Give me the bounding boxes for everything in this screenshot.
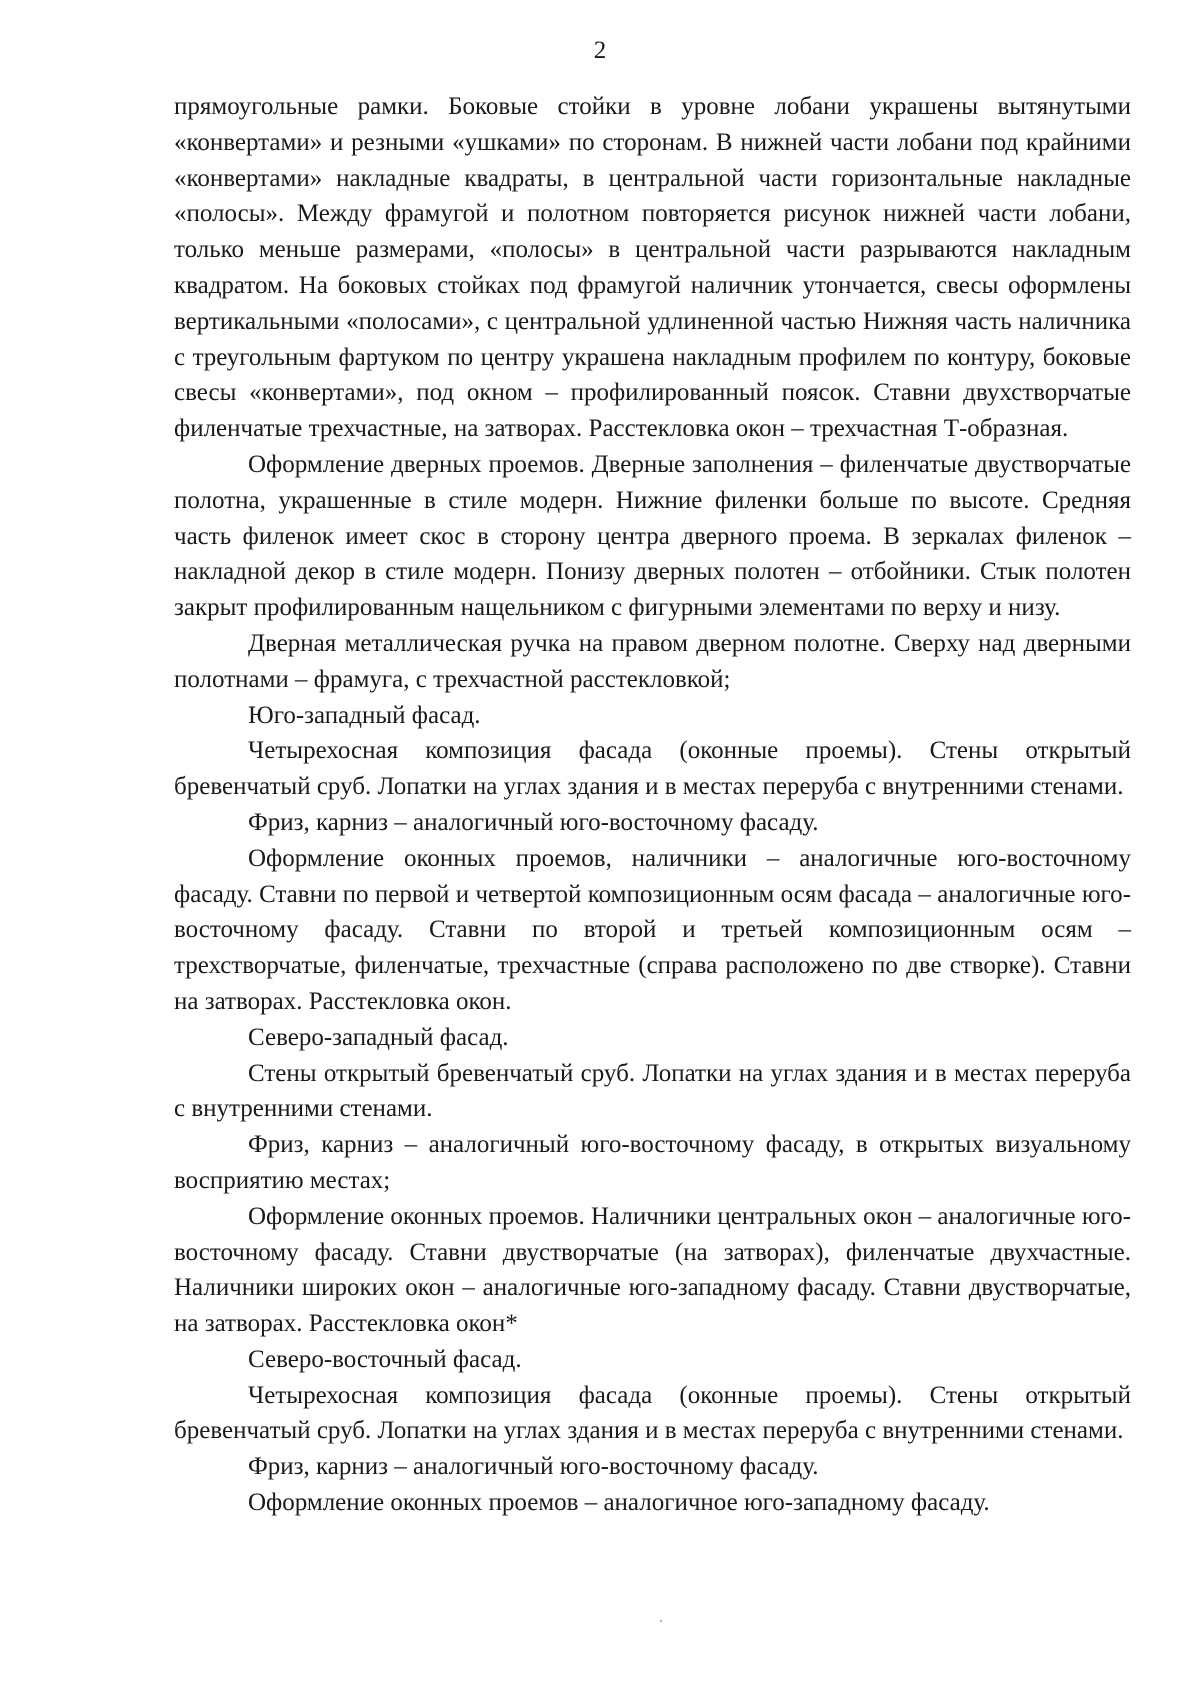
paragraph-northwest-windows: Оформление оконных проемов. Наличники центральных окон – аналогичные юго-восточному фасаду. Ставни двустворчатые (на затворах), филенчатые двухчастные. Наличники широких окон – аналогичные юго-западному фасаду. Ставни двустворчатые, на затворах. Расстекловка окон* [174, 1202, 1131, 1338]
paragraph-northeast-composition: Четырехосная композиция фасада (оконные проемы). Стены открытый бревенчатый сруб. Лопатки на углах здания и в местах переруба с внутренними стенами. [174, 1381, 1131, 1445]
heading-southwest-facade: Юго-западный фасад. [248, 701, 481, 729]
paragraph-northwest-frieze: Фриз, карниз – аналогичный юго-восточному фасаду, в открытых визуальному восприятию местах; [174, 1131, 1131, 1194]
paragraph-northeast-frieze: Фриз, карниз – аналогичный юго-восточному фасаду. [248, 1453, 819, 1481]
document-body [174, 89, 1131, 1521]
heading-northeast-facade: Северо-восточный фасад. [248, 1345, 522, 1373]
paragraph-door-openings: Оформление дверных проемов. Дверные заполнения – филенчатые двустворчатые полотна, украшенные в стиле модерн. Нижние филенки больше по высоте. Средняя часть филенок имеет скос в сторону центра дверного проема. В зеркалах филенок – накладной декор в стиле модерн. Понизу дверных полотен – отбойники. Стык полотен закрыт профилированным нащельником с фигурными элементами по верху и низу. [174, 450, 1131, 622]
paragraph-southwest-composition: Четырехосная композиция фасада (оконные проемы). Стены открытый бревенчатый сруб. Лопатки на углах здания и в местах переруба с внутренними стенами. [174, 737, 1131, 801]
paragraph-northeast-windows: Оформление оконных проемов – аналогичное юго-западному фасаду. [248, 1489, 990, 1517]
heading-northwest-facade: Северо-западный фасад. [248, 1023, 509, 1051]
paragraph-door-handle: Дверная металлическая ручка на правом дверном полотне. Сверху над дверными полотнами – фрамуга, с трехчастной расстекловкой; [174, 629, 1131, 693]
paragraph-window-trim-continued: прямоугольные рамки. Боковые стойки в уровне лобани украшены вытянутыми «конвертами» и резными «ушками» по сторонам. В нижней части лобани под крайними «конвертами» накладные квадраты, в центральной части горизонтальные накладные «полосы». Между фрамугой и полотном повторяется рисунок нижней части лобани, только меньше размерами, «полосы» в центральной части разрываются накладным квадратом. На боковых стойках под фрамугой наличник утончается, свесы оформлены вертикальными «полосами», с центральной удлиненной частью Нижняя часть наличника с треугольным фартуком по центру украшена накладным профилем по контуру, боковые свесы «конвертами», под окном – профилированный поясок. Ставни двухстворчатые филенчатые трехчастные, на затворах. Расстекловка окон – трехчастная Т-образная. [174, 93, 1131, 443]
paragraph-southwest-frieze: Фриз, карниз – аналогичный юго-восточному фасаду. [248, 808, 819, 836]
page-number: 2 [593, 37, 607, 64]
paragraph-southwest-windows: Оформление оконных проемов, наличники – аналогичные юго-восточному фасаду. Ставни по первой и четвертой композиционным осям фасада – аналогичные юго-восточному фасаду. Ставни по второй и третьей композиционным осям – трехстворчатые, филенчатые, трехчастные (справа расположено по две створке). Ставни на затворах. Расстекловка окон. [174, 844, 1131, 1015]
paragraph-northwest-walls: Стены открытый бревенчатый сруб. Лопатки на углах здания и в местах переруба с внутренними стенами. [174, 1059, 1131, 1123]
scan-speck [660, 1620, 662, 1622]
